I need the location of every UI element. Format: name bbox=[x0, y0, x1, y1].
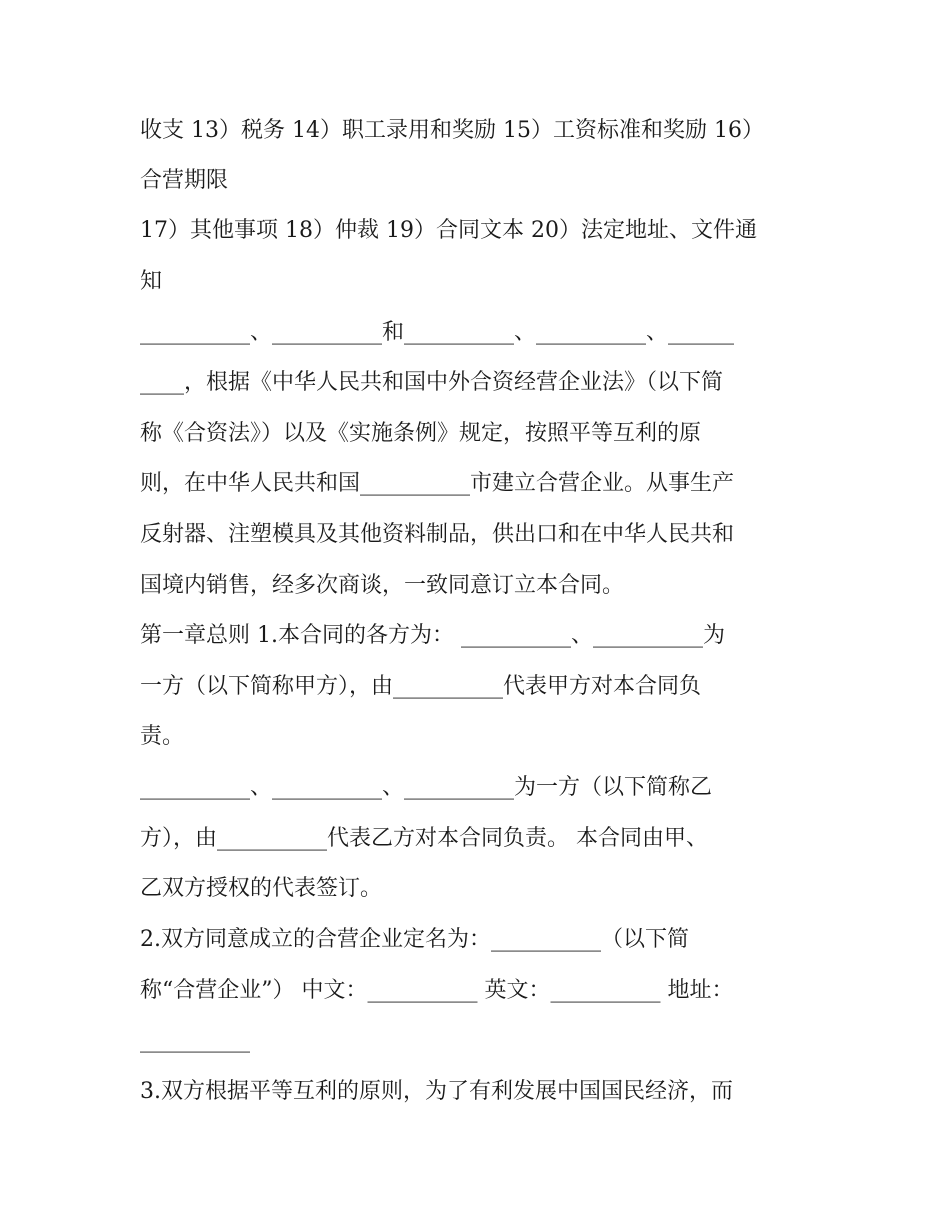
text-line: __________、__________和__________、__________、______ bbox=[140, 320, 735, 345]
text-line: __________、__________、__________为一方（以下简称乙 bbox=[140, 775, 713, 800]
text-line: 反射器、注塑模具及其他资料制品，供出口和在中华人民共和 bbox=[140, 522, 735, 547]
text-line: 合营期限 bbox=[140, 168, 229, 193]
text-line: 国境内销售，经多次商谈，一致同意订立本合同。 bbox=[140, 573, 625, 598]
text-line: 称“合营企业”） 中文：__________ 英文：__________ 地址： bbox=[140, 978, 734, 1003]
text-line: 方），由__________代表乙方对本合同负责。 本合同由甲、 bbox=[140, 826, 708, 851]
text-line: 乙双方授权的代表签订。 bbox=[140, 876, 383, 901]
text-line: __________ bbox=[140, 1028, 250, 1053]
text-line: 责。 bbox=[140, 724, 185, 749]
text-line: 17）其他事项 18）仲裁 19）合同文本 20）法定地址、文件通 bbox=[140, 218, 757, 243]
text-line: 收支 13）税务 14）职工录用和奖励 15）工资标准和奖励 16） bbox=[140, 118, 764, 143]
text-line: 3.双方根据平等互利的原则，为了有利发展中国国民经济，而 bbox=[140, 1079, 733, 1104]
text-line: ____，根据《中华人民共和国中外合资经营企业法》（以下简 bbox=[140, 370, 724, 395]
text-line: 知 bbox=[140, 269, 163, 294]
text-line: 则，在中华人民共和国__________市建立合营企业。从事生产 bbox=[140, 471, 735, 496]
text-line: 第一章总则 1.本合同的各方为： __________、__________为 bbox=[140, 623, 725, 648]
text-line: 称《合资法》）以及《实施条例》规定，按照平等互利的原 bbox=[140, 421, 702, 446]
text-line: 一方（以下简称甲方），由__________代表甲方对本合同负 bbox=[140, 674, 702, 699]
text-line: 2.双方同意成立的合营企业定名为：__________（以下简 bbox=[140, 927, 689, 952]
